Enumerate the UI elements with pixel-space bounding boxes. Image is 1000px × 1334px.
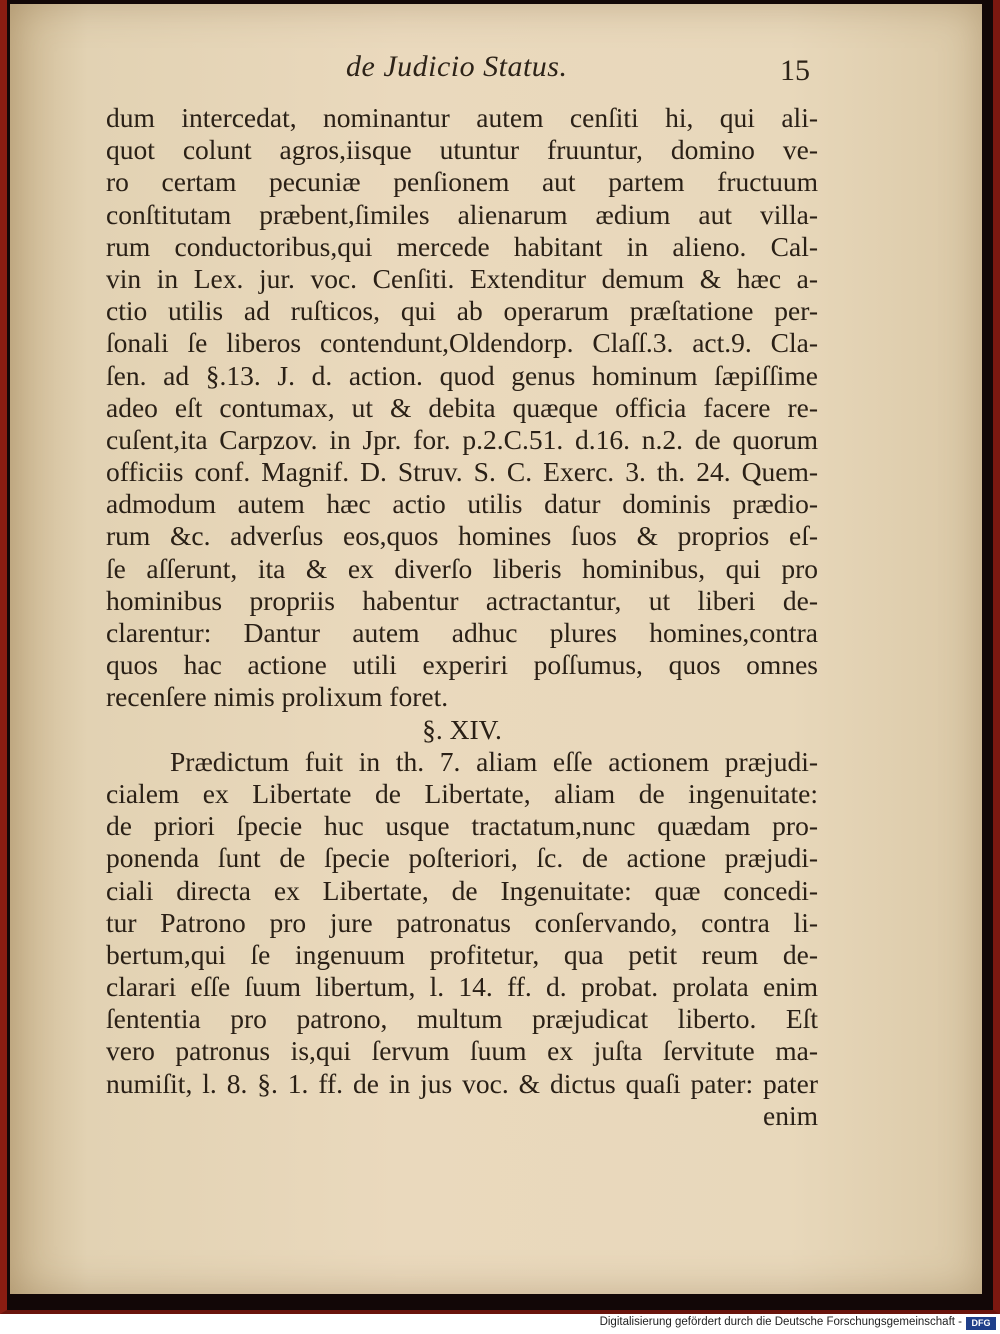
text-line: quot colunt agros,iisque utuntur fruuntur, domino ve- <box>106 134 818 166</box>
text-line: tur Patrono pro jure patronatus conſervando, contra li- <box>106 906 818 938</box>
text-line: clarentur: Dantur autem adhuc plures homines,contra <box>106 617 818 648</box>
text-line: ponenda ſunt de ſpecie poſteriori, ſc. de actione præjudi- <box>106 842 818 874</box>
text-line: conſtitutam præbent,ſimiles alienarum ædium aut villa- <box>106 198 818 230</box>
footer-credit: Digitalisierung gefördert durch die Deutsche Forschungsgemeinschaft - <box>599 1316 962 1328</box>
text-line: hominibus propriis habentur actractantur, ut liberi de- <box>106 584 818 616</box>
text-line: clarari eſſe ſuum libertum, l. 14. ff. d. probat. prolata enim <box>106 971 818 1003</box>
text-line: officiis conf. Magnif. D. Struv. S. C. Exerc. 3. th. 24. Quem- <box>106 456 818 488</box>
text-line: numiſit, l. 8. §. 1. ff. de in jus voc. & dictus quaſi pater: pater <box>106 1067 818 1099</box>
footer-bar <box>0 1314 1000 1334</box>
text-line: cuſent,ita Carpzov. in Jpr. for. p.2.C.51. d.16. n.2. de quorum <box>106 423 818 455</box>
body-text <box>106 102 818 1132</box>
text-line: cialem ex Libertate de Libertate, aliam de ingenuitate: <box>106 777 818 809</box>
text-line: recenſere nimis prolixum foret. <box>106 681 449 713</box>
text-line: quos hac actione utili experiri poſſumus, quos omnes <box>106 649 818 681</box>
dfg-logo: DFG <box>966 1317 996 1330</box>
text-line: vin in Lex. jur. voc. Cenſiti. Extenditur demum & hæc a- <box>106 262 818 294</box>
text-line: de priori ſpecie huc usque tractatum,nunc quædam pro- <box>106 810 818 842</box>
text-line: ſe aſſerunt, ita & ex diverſo liberis hominibus, qui pro <box>106 552 818 584</box>
book-page <box>10 4 982 1294</box>
page-header <box>10 50 982 90</box>
text-line: adeo eſt contumax, ut & debita quæque officia facere re- <box>106 391 818 423</box>
running-head: de Judicio Status. <box>346 50 568 83</box>
page-number: 15 <box>780 54 810 87</box>
text-line: ſen. ad §.13. J. d. action. quod genus hominum ſæpiſſime <box>106 359 818 391</box>
text-line: vero patronus is,qui ſervum ſuum ex juſta ſervitute ma- <box>106 1035 818 1067</box>
text-line: ciali directa ex Libertate, de Ingenuitate: quæ concedi- <box>106 874 818 906</box>
text-line: rum conductoribus,qui mercede habitant in alieno. Cal- <box>106 230 818 262</box>
text-line: dum intercedat, nominantur autem cenſiti hi, qui ali- <box>106 102 818 133</box>
text-line: §. XIV. <box>422 713 502 745</box>
text-line: Prædictum fuit in th. 7. aliam eſſe actionem præjudi- <box>170 745 818 777</box>
text-line: admodum autem hæc actio utilis datur dominis prædio- <box>106 488 818 520</box>
text-line: ctio utilis ad ruſticos, qui ab operarum præſtatione per- <box>106 295 818 327</box>
text-line: enim <box>763 1099 818 1131</box>
text-line: ro certam pecuniæ penſionem aut partem fructuum <box>106 166 818 198</box>
text-line: rum &c. adverſus eos,quos homines ſuos & proprios eſ- <box>106 520 818 552</box>
text-line: ſententia pro patrono, multum præjudicat liberto. Eſt <box>106 1003 818 1035</box>
text-line: ſonali ſe liberos contendunt,Oldendorp. Claſſ.3. act.9. Cla- <box>106 327 818 359</box>
text-line: bertum,qui ſe ingenuum profitetur, qua petit reum de- <box>106 938 818 970</box>
